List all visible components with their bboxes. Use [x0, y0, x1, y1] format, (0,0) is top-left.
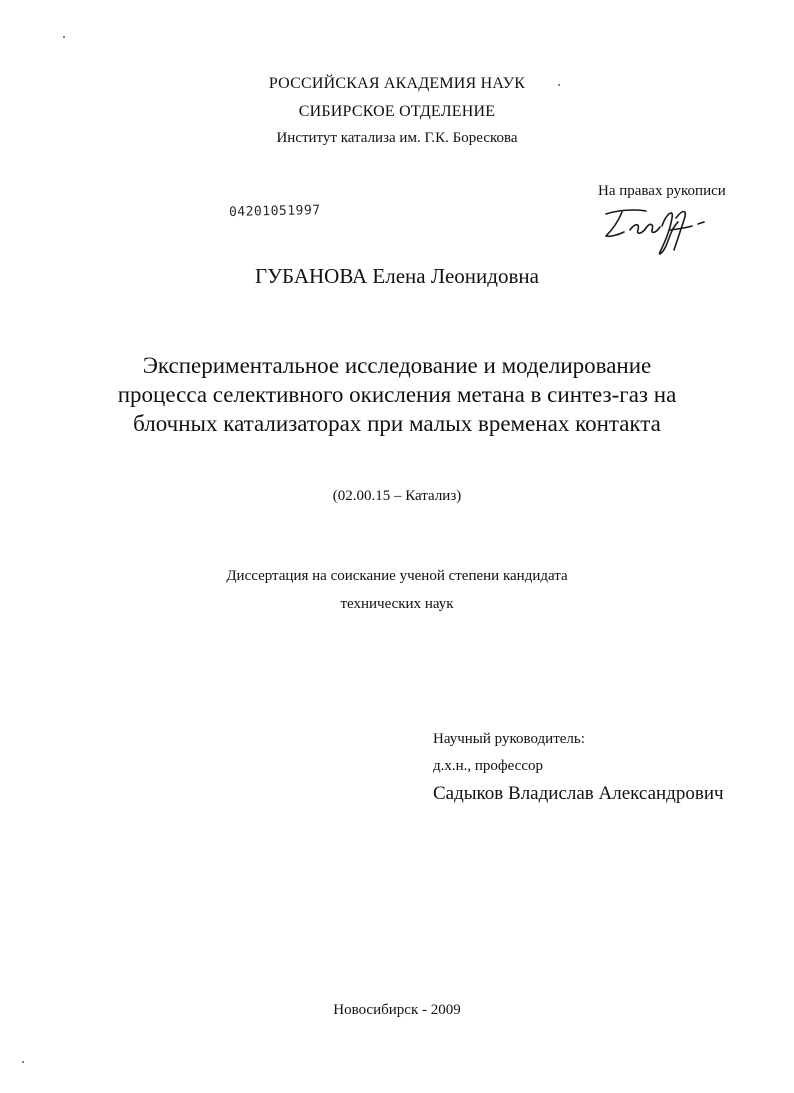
author-name: ГУБАНОВА Елена Леонидовна [255, 264, 539, 288]
signature [600, 200, 710, 260]
title-line-3: блочных катализаторах при малых временах контакта [133, 411, 661, 436]
scan-speck [63, 36, 65, 38]
title-line-1: Экспериментальное исследование и моделирование [142, 353, 652, 378]
supervisor-label: Научный руководитель: [433, 731, 585, 747]
branch-name: СИБИРСКОЕ ОТДЕЛЕНИЕ [298, 103, 496, 120]
city-year: Новосибирск - 2009 [333, 1002, 461, 1018]
supervisor-name: Садыков Владислав Александрович [433, 783, 724, 804]
degree-line-2: технических наук [340, 596, 454, 612]
degree-line-1: Диссертация на соискание ученой степени кандидата [226, 568, 568, 584]
institute-name: Институт катализа им. Г.К. Борескова [276, 130, 518, 146]
supervisor-rank: д.х.н., профессор [433, 758, 544, 774]
scan-speck [22, 1061, 24, 1063]
specialty-code: (02.00.15 – Катализ) [332, 488, 462, 504]
academy-name: РОССИЙСКАЯ АКАДЕМИЯ НАУК [268, 75, 526, 92]
title-line-2: процесса селективного окисления метана в синтез-газ на [117, 382, 677, 407]
rights-note: На правах рукописи [598, 183, 726, 199]
inventory-number: 04201051997 [228, 203, 321, 220]
